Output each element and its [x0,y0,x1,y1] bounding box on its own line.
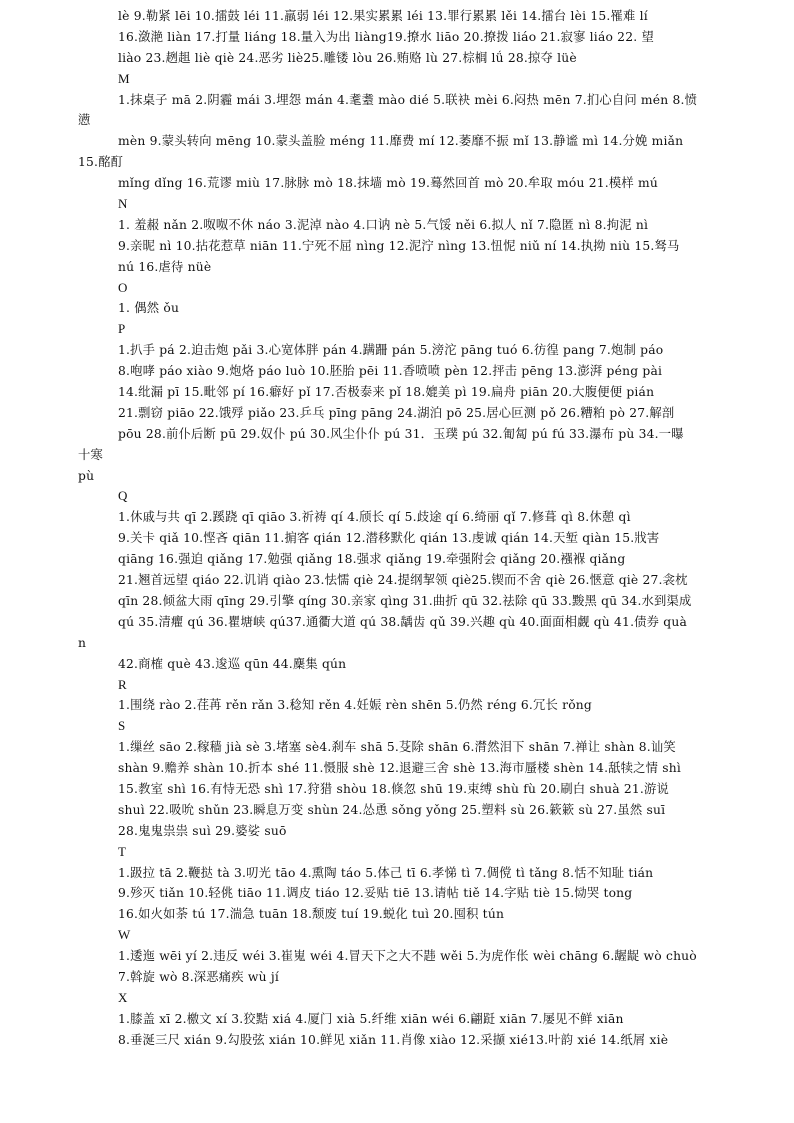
section-letter: M [118,70,130,86]
text-line: 16.如火如荼 tú 17.湍急 tuān 18.颓废 tuí 19.蜕化 tuì 20.囤积 tún [118,907,505,922]
text-line: lè 9.勒紧 lēi 10.擂鼓 léi 11.羸弱 léi 12.果实累累 léi 13.罪行累累 lěi 14.擂台 lèi 15.罹难 lí [118,9,648,23]
text-line: qú 35.清癯 qú 36.瞿塘峡 qú37.通衢大道 qú 38.龋齿 qǔ 39.兴趣 qù 40.面面相觑 qù 41.债券 quà [118,614,688,629]
section-letter: W [118,927,131,943]
text-line: 15.教室 shì 16.有恃无恐 shì 17.狩猎 shòu 18.倏忽 shū 19.束缚 shù fù 20.刷白 shuà 21.游说 [118,781,669,796]
text-line: 懑 [78,113,91,128]
text-line: 21.剽窃 piāo 22.饿殍 piǎo 23.乒乓 pīng pāng 24.湖泊 pō 25.居心叵测 pǒ 26.糟粕 pò 27.解剖 [118,405,675,420]
text-line: 1.休戚与共 qī 2.蹊跷 qī qiāo 3.祈祷 qí 4.颀长 qí 5.歧途 qí 6.绮丽 qǐ 7.修葺 qì 8.休憩 qì [118,510,631,525]
section-letter: Q [118,488,128,504]
text-line: 16.潋滟 liàn 17.打量 liáng 18.量入为出 liàng19.撩水 liāo 20.撩拨 liáo 21.寂寥 liáo 22. 望 [118,29,654,44]
text-line: pōu 28.前仆后断 pū 29.奴仆 pú 30.风尘仆仆 pú 31．玉璞 pú 32.匍匐 pú fú 33.瀑布 pù 34.一曝 [118,426,684,441]
text-line: pù [78,468,95,483]
section-letter: R [118,676,127,692]
text-line: 21.翘首远望 qiáo 22.讥诮 qiào 23.怯懦 qiè 24.提纲挈领 qiè25.锲而不舍 qiè 26.惬意 qiè 27.衾枕 [118,573,688,588]
text-line: 9.殄灭 tiǎn 10.轻佻 tiāo 11.调皮 tiáo 12.妥贴 tiē 13.请帖 tiě 14.字贴 tiè 15.恸哭 tong [118,886,633,901]
text-line: 42.商榷 què 43.逡巡 qūn 44.麇集 qún [118,656,347,671]
text-line: qiāng 16.强迫 qiǎng 17.勉强 qiǎng 18.强求 qiǎng 19.牵强附会 qiǎng 20.襁褓 qiǎng [118,552,626,567]
text-line: shuì 22.吸吮 shǔn 23.瞬息万变 shùn 24.怂恿 sǒng yǒng 25.塑料 sù 26.簌簌 sù 27.虽然 suī [118,802,666,817]
text-line: mèn 9.蒙头转向 mēng 10.蒙头盖脸 méng 11.靡费 mí 12.萎靡不振 mǐ 13.静谧 mì 14.分娩 miǎn [118,134,684,149]
text-line: nú 16.虐待 nüè [118,259,212,274]
section-letter: T [118,843,127,859]
text-line: qīn 28.倾盆大雨 qīng 29.引擎 qíng 30.亲家 qìng 31.曲折 qū 32.祛除 qū 33.黢黑 qū 34.水到渠成 [118,593,692,608]
text-line: 1.扒手 pá 2.迫击炮 pǎi 3.心宽体胖 pán 4.蹒跚 pán 5.滂沱 pāng tuó 6.彷徨 pang 7.炮制 páo [118,343,664,358]
text-line: mǐng dǐng 16.荒谬 miù 17.脉脉 mò 18.抹墙 mò 19.蓦然回首 mò 20.牟取 móu 21.模样 mú [118,176,658,191]
section-letter: S [118,718,126,734]
section-letter: P [118,321,126,337]
text-line: 1.逶迤 wēi yí 2.违反 wéi 3.崔嵬 wéi 4.冒天下之大不韪 wěi 5.为虎作伥 wèi chāng 6.龌龊 wò chuò [118,949,697,964]
text-line: 十寒 [78,447,103,462]
section-letter: X [118,989,128,1005]
text-line: 1.膝盖 xī 2.檄文 xí 3.狡黠 xiá 4.厦门 xià 5.纤维 xiān wéi 6.翩跹 xiān 7.屡见不鲜 xiān [118,1011,624,1026]
text-line: 7.斡旋 wò 8.深恶痛疾 wù jí [118,969,280,984]
text-line: 9.亲昵 nì 10.拈花惹草 niān 11.宁死不屈 nìng 12.泥泞 nìng 13.忸怩 niǔ ní 14.执拗 niù 15.驽马 [118,238,680,253]
section-letter: O [118,279,128,295]
text-line: 1. 偶然 ǒu [118,301,180,316]
text-line: shàn 9.赡养 shàn 10.折本 shé 11.慑服 shè 12.退避三舍 shè 13.海市蜃楼 shèn 14.舐犊之情 shì [118,761,682,776]
text-line: 28.鬼鬼祟祟 suì 29.婆娑 suō [118,823,287,838]
text-line: 14.纰漏 pī 15.毗邻 pí 16.癖好 pǐ 17.否极泰来 pǐ 18.媲美 pì 19.扁舟 piān 20.大腹便便 pián [118,385,655,400]
text-line: 9.关卡 qiǎ 10.悭吝 qiān 11.掮客 qián 12.潜移默化 qián 13.虔诚 qián 14.天堑 qiàn 15.戕害 [118,531,660,546]
document-body [0,6,794,1051]
text-line: n [78,635,87,650]
text-line: 1.趿拉 tā 2.鞭挞 tà 3.叨光 tāo 4.熏陶 táo 5.体己 tī 6.孝悌 tì 7.倜傥 tì tǎng 8.恬不知耻 tián [118,865,654,880]
text-line: 1.抹桌子 mā 2.阴霾 mái 3.埋怨 mán 4.耄耋 mào dié 5.联袂 mèi 6.闷热 mēn 7.扪心自问 mén 8.愤 [118,92,698,107]
text-line: 1.缫丝 sāo 2.稼穑 jià sè 3.堵塞 sè4.刹车 shā 5.芟除 shān 6.潸然泪下 shān 7.禅让 shàn 8.讪笑 [118,740,676,755]
text-line: 1.围绕 rào 2.荏苒 rěn rǎn 3.稔知 rěn 4.妊娠 rèn shēn 5.仍然 réng 6.冗长 rǒng [118,698,592,713]
text-line: 15.酩酊 [78,155,124,170]
text-line: 1. 羞赧 nǎn 2.呶呶不休 náo 3.泥淖 nào 4.口讷 nè 5.气馁 něi 6.拟人 nǐ 7.隐匿 nì 8.拘泥 nì [118,217,649,232]
section-letter: N [118,196,128,212]
text-line: liào 23.趔趄 liè qiè 24.恶劣 liè25.雕镂 lòu 26.贿赂 lù 27.棕榈 lǘ 28.掠夺 lüè [118,50,577,65]
text-line: 8.咆哮 páo xiào 9.炮烙 páo luò 10.胚胎 pēi 11.香喷喷 pèn 12.抨击 pēng 13.澎湃 péng pài [118,364,663,379]
text-line: 8.垂涎三尺 xián 9.勾股弦 xián 10.鲜见 xiǎn 11.肖像 xiào 12.采撷 xié13.叶韵 xié 14.纸屑 xiè [118,1032,669,1047]
